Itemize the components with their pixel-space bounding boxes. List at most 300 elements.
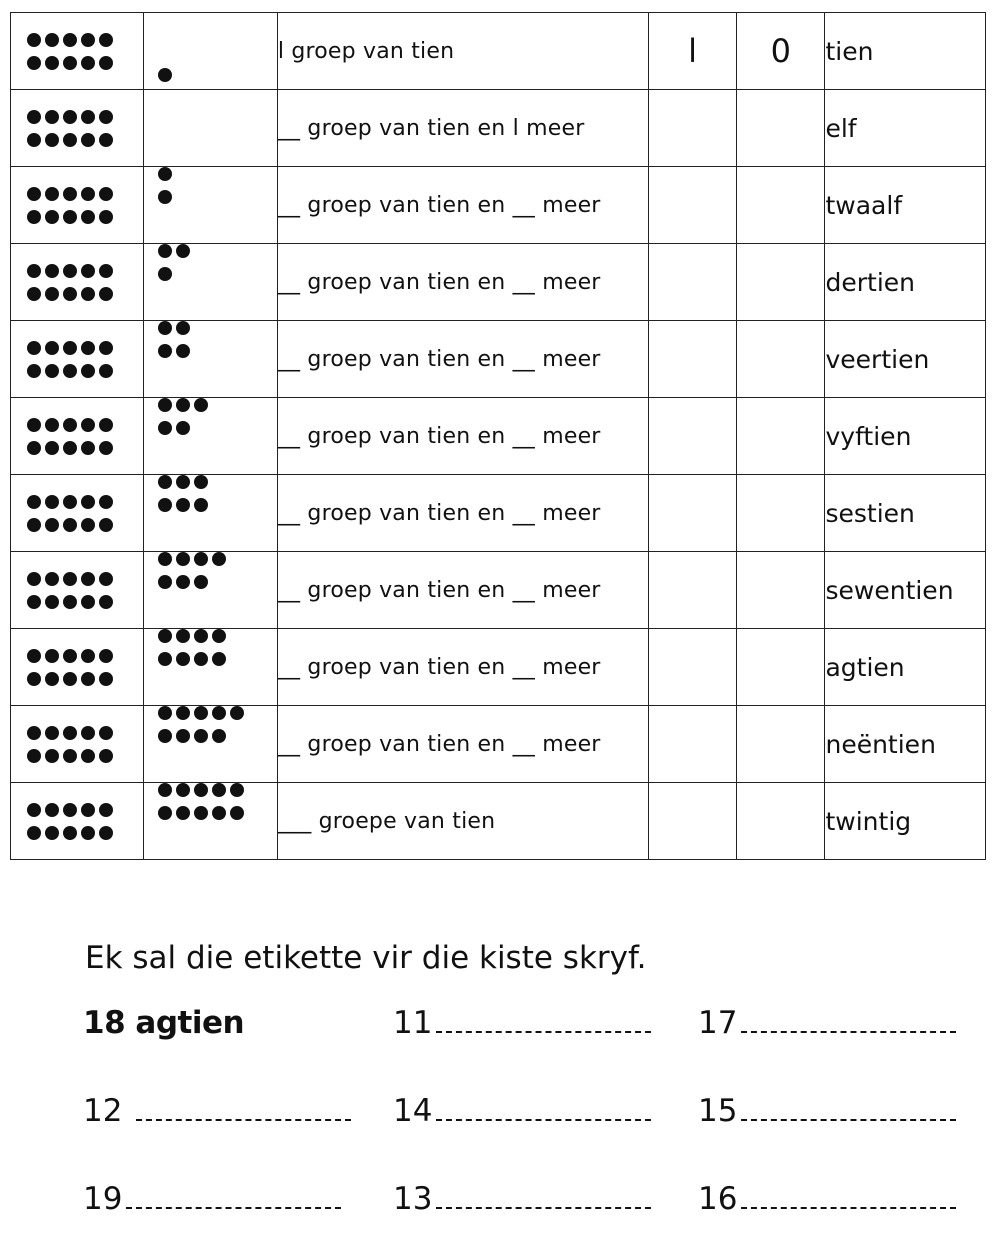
dot-row (158, 344, 190, 358)
table-row (11, 244, 986, 321)
dot (27, 595, 41, 609)
dot (81, 33, 95, 47)
dot (194, 475, 208, 489)
dot (99, 418, 113, 432)
dot (81, 495, 95, 509)
dot (81, 749, 95, 763)
dot (45, 110, 59, 124)
dot (63, 826, 77, 840)
dot (45, 187, 59, 201)
dot (176, 244, 190, 258)
answer-blank[interactable] (126, 1183, 341, 1209)
answer-blank[interactable] (741, 1183, 956, 1209)
dot (63, 418, 77, 432)
dot (158, 783, 172, 797)
dot-row (27, 803, 143, 817)
instruction-text: Ek sal die etikette vir die kiste skryf. (85, 940, 647, 976)
dot (63, 210, 77, 224)
ones-dots-wrap (144, 552, 276, 628)
dot (81, 341, 95, 355)
number-word-cell: twaalf (825, 167, 986, 244)
dot (63, 33, 77, 47)
dot (158, 167, 172, 181)
dot (45, 726, 59, 740)
label-entry (83, 1093, 351, 1129)
dot (81, 287, 95, 301)
dot-row (158, 321, 190, 335)
dot (99, 33, 113, 47)
dot (99, 341, 113, 355)
dot (230, 806, 244, 820)
label-entry (698, 1181, 956, 1217)
number-word-cell: vyftien (825, 398, 986, 475)
dot (194, 398, 208, 412)
dot (63, 595, 77, 609)
ones-dots-cell (144, 629, 277, 706)
label-number: 19 (83, 1181, 123, 1217)
dot (81, 210, 95, 224)
tens-digit-cell[interactable] (648, 552, 736, 629)
dot-row (158, 190, 172, 204)
dot (27, 110, 41, 124)
tens-dots-cell (11, 552, 144, 629)
dot (27, 264, 41, 278)
dot (45, 495, 59, 509)
dot-row (158, 629, 226, 643)
dot (81, 418, 95, 432)
dot (63, 133, 77, 147)
label-entry (393, 1181, 651, 1217)
answer-blank[interactable] (741, 1007, 956, 1033)
dot (63, 110, 77, 124)
dot-row (27, 826, 143, 840)
dot-row (27, 672, 143, 686)
tens-digit-cell[interactable]: l (648, 13, 736, 90)
dot (158, 344, 172, 358)
dot (63, 495, 77, 509)
dot (99, 210, 113, 224)
units-digit-cell[interactable] (737, 398, 825, 475)
dot (212, 806, 226, 820)
dot-row (27, 264, 143, 278)
dot (194, 575, 208, 589)
tens-dots-cell (11, 475, 144, 552)
dot (27, 803, 41, 817)
dot (158, 398, 172, 412)
units-digit-cell[interactable] (737, 167, 825, 244)
dot (45, 341, 59, 355)
tens-digit-cell[interactable] (648, 629, 736, 706)
dot (45, 826, 59, 840)
dot (45, 749, 59, 763)
dot-row (158, 421, 208, 435)
label-number: 16 (698, 1181, 738, 1217)
ones-dots-cell (144, 398, 277, 475)
phrase-cell: __ groep van tien en __ meer (277, 167, 648, 244)
dot (194, 629, 208, 643)
dot (45, 803, 59, 817)
tens-dots-cell (11, 321, 144, 398)
dot (176, 421, 190, 435)
dot-row (27, 418, 143, 432)
dot (158, 652, 172, 666)
dot (81, 264, 95, 278)
tens-digit-cell[interactable] (648, 475, 736, 552)
ones-dots-cell (144, 552, 277, 629)
dot (45, 649, 59, 663)
units-digit-cell[interactable]: 0 (737, 13, 825, 90)
dot (27, 187, 41, 201)
dot-row (27, 287, 143, 301)
dot (99, 56, 113, 70)
dot (63, 518, 77, 532)
number-word-cell: twintig (825, 783, 986, 860)
dot (99, 495, 113, 509)
dot (158, 498, 172, 512)
dot (63, 749, 77, 763)
ten-group-dots (11, 572, 143, 609)
ones-dots-wrap (144, 167, 276, 243)
dot (63, 287, 77, 301)
ones-dots (144, 706, 244, 743)
dot (194, 498, 208, 512)
table-row (11, 167, 986, 244)
dot (194, 783, 208, 797)
dot (45, 672, 59, 686)
number-word-cell: dertien (825, 244, 986, 321)
label-number: 17 (698, 1005, 738, 1041)
ten-group-dots (11, 418, 143, 455)
phrase-cell: __ groep van tien en __ meer (277, 321, 648, 398)
table-row (11, 552, 986, 629)
label-number: 11 (393, 1005, 433, 1041)
dot (45, 56, 59, 70)
ones-dots (144, 783, 244, 820)
table-row (11, 321, 986, 398)
dot-row (27, 572, 143, 586)
number-word-cell: tien (825, 13, 986, 90)
dot (99, 803, 113, 817)
units-digit-cell[interactable] (737, 244, 825, 321)
dot (176, 344, 190, 358)
tens-digit-cell[interactable] (648, 783, 736, 860)
tens-digit-cell[interactable] (648, 706, 736, 783)
dot (99, 595, 113, 609)
table-row (11, 629, 986, 706)
ten-group-dots (11, 495, 143, 532)
dot (194, 729, 208, 743)
dot (81, 441, 95, 455)
ones-dots-wrap (144, 398, 276, 474)
units-digit-cell[interactable] (737, 321, 825, 398)
tens-dots-cell (11, 244, 144, 321)
units-digit-cell[interactable] (737, 475, 825, 552)
dot (27, 672, 41, 686)
ones-dots (144, 552, 226, 589)
dot (63, 649, 77, 663)
ones-dots-wrap (144, 783, 276, 859)
phrase-cell: __ groep van tien en __ meer (277, 629, 648, 706)
dot (230, 783, 244, 797)
units-digit-cell[interactable] (737, 706, 825, 783)
dot-row (27, 495, 143, 509)
dot-row (158, 783, 244, 797)
number-word-cell: agtien (825, 629, 986, 706)
ones-dots-cell (144, 321, 277, 398)
dot (99, 572, 113, 586)
ones-dots-wrap (144, 475, 276, 551)
dot-row (27, 210, 143, 224)
ten-group-dots (11, 649, 143, 686)
label-number: 14 (393, 1093, 433, 1129)
phrase-cell: __ groep van tien en __ meer (277, 244, 648, 321)
dot (81, 726, 95, 740)
ones-dots-wrap (144, 321, 276, 397)
dot (99, 110, 113, 124)
dot (63, 726, 77, 740)
ones-dots (144, 475, 208, 512)
dot-row (158, 244, 190, 258)
dot (158, 267, 172, 281)
dot (27, 33, 41, 47)
dot (81, 803, 95, 817)
dot (99, 264, 113, 278)
dot (194, 652, 208, 666)
dot (212, 552, 226, 566)
dot (81, 110, 95, 124)
dot (158, 629, 172, 643)
number-word-cell: veertien (825, 321, 986, 398)
label-entry (393, 1005, 651, 1041)
dot (194, 806, 208, 820)
dot (81, 56, 95, 70)
answer-blank[interactable] (136, 1095, 351, 1121)
phrase-cell: __ groep van tien en __ meer (277, 552, 648, 629)
dot (45, 595, 59, 609)
dot (99, 649, 113, 663)
dot (63, 572, 77, 586)
ones-dots-cell (144, 475, 277, 552)
dot (27, 56, 41, 70)
dot (99, 133, 113, 147)
dot (81, 572, 95, 586)
tens-dots-cell (11, 13, 144, 90)
ones-dots (144, 321, 190, 358)
dot (27, 749, 41, 763)
phrase-cell: l groep van tien (277, 13, 648, 90)
answer-blank[interactable] (741, 1095, 956, 1121)
number-word-cell: neëntien (825, 706, 986, 783)
dot-row (27, 33, 143, 47)
dot-row (27, 749, 143, 763)
dot (45, 264, 59, 278)
dot (63, 341, 77, 355)
label-entry (393, 1093, 651, 1129)
dot (81, 187, 95, 201)
dot (176, 552, 190, 566)
dot (99, 749, 113, 763)
dot (27, 649, 41, 663)
tens-digit-cell[interactable] (648, 321, 736, 398)
dot (99, 441, 113, 455)
dot-row (158, 167, 172, 181)
dot (158, 68, 172, 82)
ones-dots-wrap (144, 706, 276, 782)
dot (81, 649, 95, 663)
ones-dots-cell (144, 783, 277, 860)
ten-group-dots (11, 726, 143, 763)
dot (27, 826, 41, 840)
dot (63, 364, 77, 378)
dot-row (27, 441, 143, 455)
dot (45, 133, 59, 147)
dot-row (158, 475, 208, 489)
dot (99, 187, 113, 201)
dot (158, 706, 172, 720)
dot (45, 33, 59, 47)
dot (158, 575, 172, 589)
ten-group-dots (11, 803, 143, 840)
dot (81, 133, 95, 147)
dot-row (27, 649, 143, 663)
ones-dots-wrap (144, 90, 276, 166)
label-entry (698, 1093, 956, 1129)
dot-row (27, 187, 143, 201)
label-number: 15 (698, 1093, 738, 1129)
dot (212, 706, 226, 720)
dot (99, 826, 113, 840)
table-row (11, 90, 986, 167)
dot (81, 364, 95, 378)
ones-dots-wrap (144, 629, 276, 705)
dot (27, 287, 41, 301)
dot-row (27, 364, 143, 378)
dot (99, 364, 113, 378)
dot (27, 495, 41, 509)
ten-group-dots (11, 110, 143, 147)
dot-row (27, 133, 143, 147)
dot (27, 726, 41, 740)
dot-row (158, 498, 208, 512)
dot-row (158, 575, 226, 589)
dot (194, 706, 208, 720)
dot (158, 244, 172, 258)
dot (212, 629, 226, 643)
table-body (11, 13, 986, 860)
dot-row (158, 652, 226, 666)
dot (212, 729, 226, 743)
dot (176, 783, 190, 797)
answer-blank[interactable] (436, 1183, 651, 1209)
dot-row (158, 398, 208, 412)
ones-dots-cell (144, 244, 277, 321)
ten-group-dots (11, 264, 143, 301)
dot (176, 652, 190, 666)
dot (212, 652, 226, 666)
units-digit-cell[interactable] (737, 783, 825, 860)
phrase-cell: __ groep van tien en __ meer (277, 475, 648, 552)
example-label-text: 18 agtien (83, 1005, 245, 1041)
dot-row (158, 806, 244, 820)
dot (230, 706, 244, 720)
ones-dots-cell (144, 706, 277, 783)
ones-dots (144, 244, 190, 281)
units-digit-cell[interactable] (737, 90, 825, 167)
dot (81, 518, 95, 532)
number-word-cell: elf (825, 90, 986, 167)
dot (45, 418, 59, 432)
table-row (11, 398, 986, 475)
dot-row (27, 595, 143, 609)
dot (158, 190, 172, 204)
dot (99, 287, 113, 301)
table-row (11, 706, 986, 783)
dot (45, 572, 59, 586)
dot (176, 475, 190, 489)
ones-dots-wrap (144, 244, 276, 320)
tens-dots-cell (11, 90, 144, 167)
dot (176, 729, 190, 743)
ones-dots (144, 68, 172, 82)
tens-digit-cell[interactable] (648, 90, 736, 167)
label-number: 12 (83, 1093, 123, 1129)
dot (176, 629, 190, 643)
dot-row (27, 110, 143, 124)
dot-row (158, 706, 244, 720)
dot-row (158, 729, 244, 743)
number-worksheet-table (10, 12, 986, 860)
dot (63, 187, 77, 201)
units-digit-cell[interactable] (737, 629, 825, 706)
answer-blank[interactable] (436, 1095, 651, 1121)
tens-dots-cell (11, 167, 144, 244)
dot (176, 806, 190, 820)
dot (194, 552, 208, 566)
dot (27, 341, 41, 355)
dot (176, 575, 190, 589)
answer-blank[interactable] (436, 1007, 651, 1033)
tens-dots-cell (11, 629, 144, 706)
ones-dots-cell (144, 90, 277, 167)
phrase-cell: __ groep van tien en __ meer (277, 398, 648, 475)
table-row (11, 475, 986, 552)
dot (158, 729, 172, 743)
dot (63, 803, 77, 817)
dot (27, 418, 41, 432)
ten-group-dots (11, 33, 143, 70)
units-digit-cell[interactable] (737, 552, 825, 629)
ones-dots-cell (144, 167, 277, 244)
dot (63, 264, 77, 278)
dot (27, 518, 41, 532)
dot (45, 441, 59, 455)
tens-digit-cell[interactable] (648, 167, 736, 244)
dot-row (27, 341, 143, 355)
phrase-cell: __ groep van tien en __ meer (277, 706, 648, 783)
tens-digit-cell[interactable] (648, 244, 736, 321)
tens-dots-cell (11, 398, 144, 475)
dot (27, 210, 41, 224)
dot-row (158, 68, 172, 82)
dot (27, 572, 41, 586)
dot (158, 806, 172, 820)
dot (63, 441, 77, 455)
tens-digit-cell[interactable] (648, 398, 736, 475)
dot (27, 441, 41, 455)
ones-dots (144, 398, 208, 435)
ten-group-dots (11, 341, 143, 378)
dot (81, 595, 95, 609)
